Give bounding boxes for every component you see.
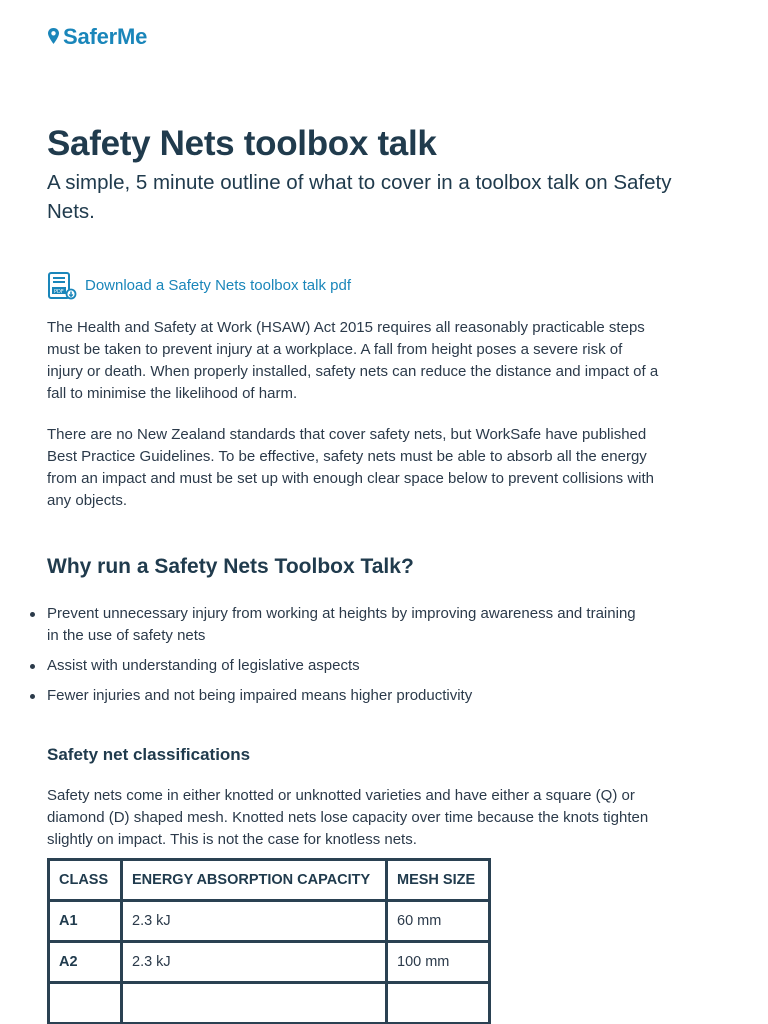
pdf-document-icon bbox=[47, 270, 77, 300]
column-header-mesh: MESH SIZE bbox=[387, 860, 490, 901]
intro-paragraph-2: There are no New Zealand standards that cover safety nets, but WorkSafe have published Best Practice Guidelines. To be effective, safety nets must be able to absorb all the energy from an impact and must be set up with enough clear space below to prevent collisions with any objects. bbox=[47, 426, 654, 509]
column-header-energy: ENERGY ABSORPTION CAPACITY bbox=[122, 860, 387, 901]
svg-text:PDF: PDF bbox=[54, 289, 64, 295]
table-cell: 100 mm bbox=[387, 942, 490, 983]
table-cell bbox=[49, 983, 122, 1024]
table-row bbox=[49, 942, 490, 983]
table-cell: 60 mm bbox=[387, 901, 490, 942]
table-cell: A2 bbox=[49, 942, 122, 983]
list-item: Assist with understanding of legislative aspects bbox=[27, 655, 647, 677]
table-row bbox=[49, 901, 490, 942]
why-list bbox=[27, 603, 647, 715]
table-cell bbox=[387, 983, 490, 1024]
saferme-logo[interactable] bbox=[47, 24, 147, 50]
location-pin-icon bbox=[47, 27, 60, 47]
why-heading: Why run a Safety Nets Toolbox Talk? bbox=[47, 555, 414, 578]
table-cell: A1 bbox=[49, 901, 122, 942]
classifications-paragraph: Safety nets come in either knotted or unknotted varieties and have either a square (Q) or diamond (D) shaped mesh. Knotted nets lose capacity over time because the knots tighten slightly on impact. This is not the case for knotless nets. bbox=[47, 787, 649, 848]
list-item: Fewer injuries and not being impaired means higher productivity bbox=[27, 685, 647, 707]
page-subtitle: A simple, 5 minute outline of what to cover in a toolbox talk on Safety Nets. bbox=[47, 171, 672, 223]
page-title: Safety Nets toolbox talk bbox=[47, 124, 437, 163]
intro-paragraph-1: The Health and Safety at Work (HSAW) Act 2015 requires all reasonably practicable steps must be taken to prevent injury at a workplace. A fall from height poses a severe risk of injury or death. When properly installed, safety nets can reduce the distance and impact of a fall to minimise the likelihood of harm. bbox=[47, 319, 659, 402]
classifications-heading: Safety net classifications bbox=[47, 745, 251, 764]
download-pdf-link[interactable] bbox=[47, 270, 351, 300]
table-cell: 2.3 kJ bbox=[122, 901, 387, 942]
brand-name: SaferMe bbox=[63, 24, 148, 49]
classification-table bbox=[47, 858, 491, 1024]
download-pdf-label: Download a Safety Nets toolbox talk pdf bbox=[85, 276, 351, 294]
column-header-class: CLASS bbox=[49, 860, 122, 901]
table-row bbox=[49, 983, 490, 1024]
table-cell bbox=[122, 983, 387, 1024]
list-item: Prevent unnecessary injury from working at heights by improving awareness and training in the use of safety nets bbox=[27, 603, 647, 647]
table-header-row bbox=[49, 860, 490, 901]
table-cell: 2.3 kJ bbox=[122, 942, 387, 983]
